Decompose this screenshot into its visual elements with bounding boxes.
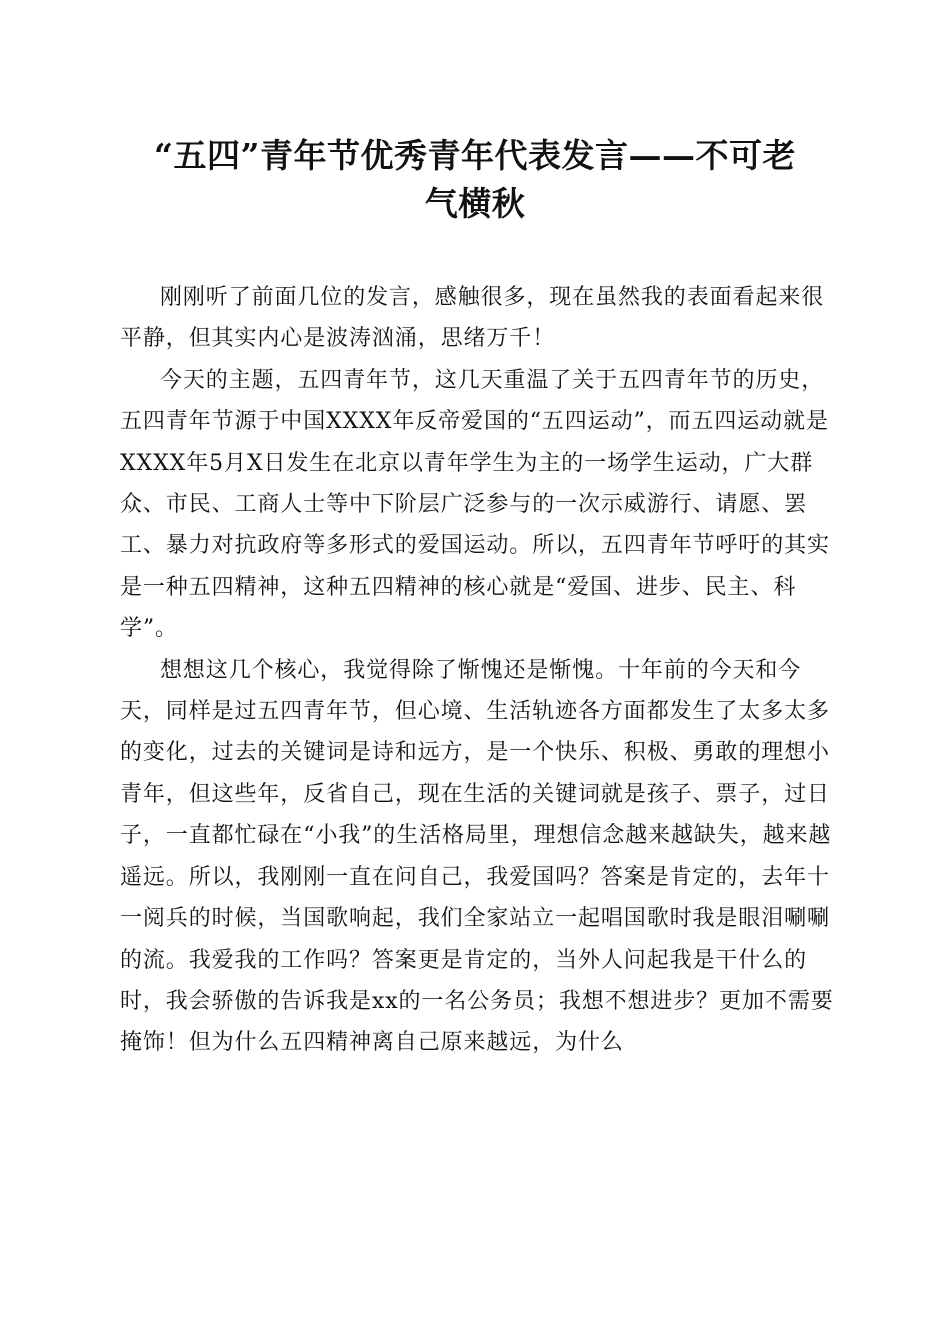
paragraph-3: 想想这几个核心，我觉得除了惭愧还是惭愧。十年前的今天和今天，同样是过五四青年节，但心境、生活轨迹各方面都发生了太多太多的变化，过去的关键词是诗和远方，是一个快乐、积极、勇敢的理想小青年，但这些年，反省自己，现在生活的关键词就是孩子、票子，过日子，一直都忙碌在“小我”的生活格局里，理想信念越来越缺失，越来越遥远。所以，我刚刚一直在问自己，我爱国吗？答案是肯定的，去年十一阅兵的时候，当国歌响起，我们全家站立一起唱国歌时我是眼泪唰唰的流。我爱我的工作吗？答案更是肯定的，当外人问起我是干什么的时，我会骄傲的告诉我是xx的一名公务员；我想不想进步？更加不需要掩饰！但为什么五四精神离自己原来越远，为什么 bbox=[120, 657, 834, 1056]
document-title bbox=[100, 132, 850, 228]
paragraph-2: 今天的主题，五四青年节，这几天重温了关于五四青年节的历史，五四青年节源于中国XXXX年反帝爱国的“五四运动”，而五四运动就是XXXX年5月X日发生在北京以青年学生为主的一场学生运动，广大群众、市民、工商人士等中下阶层广泛参与的一次示威游行、请愿、罢工、暴力对抗政府等多形式的爱国运动。所以，五四青年节呼吁的其实是一种五四精神，这种五四精神的核心就是“爱国、进步、民主、科学”。 bbox=[120, 367, 830, 642]
document-body bbox=[120, 277, 840, 1064]
title-line-2: 气横秋 bbox=[424, 184, 526, 223]
paragraph-1: 刚刚听了前面几位的发言，感触很多，现在虽然我的表面看起来很平静，但其实内心是波涛汹涌，思绪万千！ bbox=[120, 285, 825, 352]
title-line-1: “五四”青年节优秀青年代表发言——不可老 bbox=[154, 136, 796, 175]
